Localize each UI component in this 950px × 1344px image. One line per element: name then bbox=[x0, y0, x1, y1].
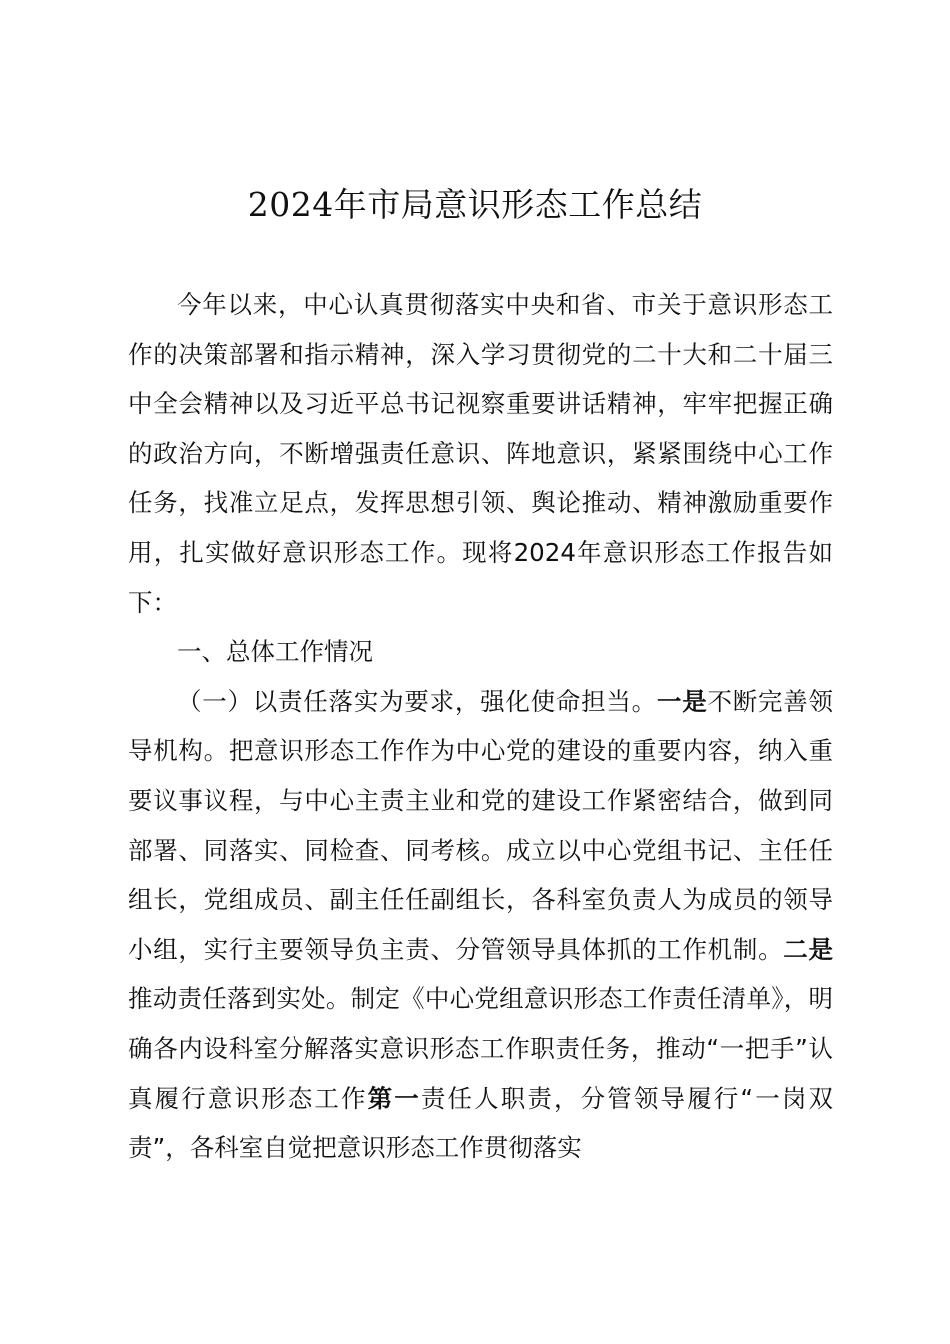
point-text-three: 责任人职责，分管领导履行“一岗双责”，各科室自觉把意识形态工作贯彻落实 bbox=[128, 1083, 833, 1163]
point-marker-two: 二是 bbox=[783, 934, 834, 964]
point-text-two: 推动责任落到实处。制定《中心党组意识形态工作责任清单》，明确各内设科室分解落实意识形态工作职责任务，推动“一把手”认真履行意识形态工作 bbox=[128, 984, 833, 1113]
responsibility-paragraph bbox=[128, 677, 833, 1173]
document-body bbox=[128, 280, 833, 1173]
point-text-one: 不断完善领导机构。把意识形态工作作为中心党的建设的重要内容，纳入重要议事议程，与中心主责主业和党的建设工作紧密结合，做到同部署、同落实、同检查、同考核。成立以中心党组书记、主任任组长，党组成员、副主任任副组长，各科室负责人为成员的领导小组，实行主要领导负主责、分管领导具体抓的工作机制。 bbox=[128, 686, 834, 964]
subsection-lead: （一）以责任落实为要求，强化使命担当。 bbox=[177, 686, 657, 716]
section-heading: 一、总体工作情况 bbox=[177, 637, 373, 667]
document-title: 2024年市局意识形态工作总结 bbox=[247, 185, 703, 224]
point-marker-one: 一是 bbox=[656, 686, 708, 716]
intro-paragraph: 今年以来，中心认真贯彻落实中央和省、市关于意识形态工作的决策部署和指示精神，深入学习贯彻党的二十大和二十届三中全会精神以及习近平总书记视察重要讲话精神，牢牢把握正确的政治方向，不断增强责任意识、阵地意识，紧紧围绕中心工作任务，找准立足点，发挥思想引领、舆论推动、精神激励重要作用，扎实做好意识形态工作。现将2024年意识形态工作报告如下： bbox=[128, 290, 833, 617]
bold-first: 第一 bbox=[367, 1083, 421, 1113]
